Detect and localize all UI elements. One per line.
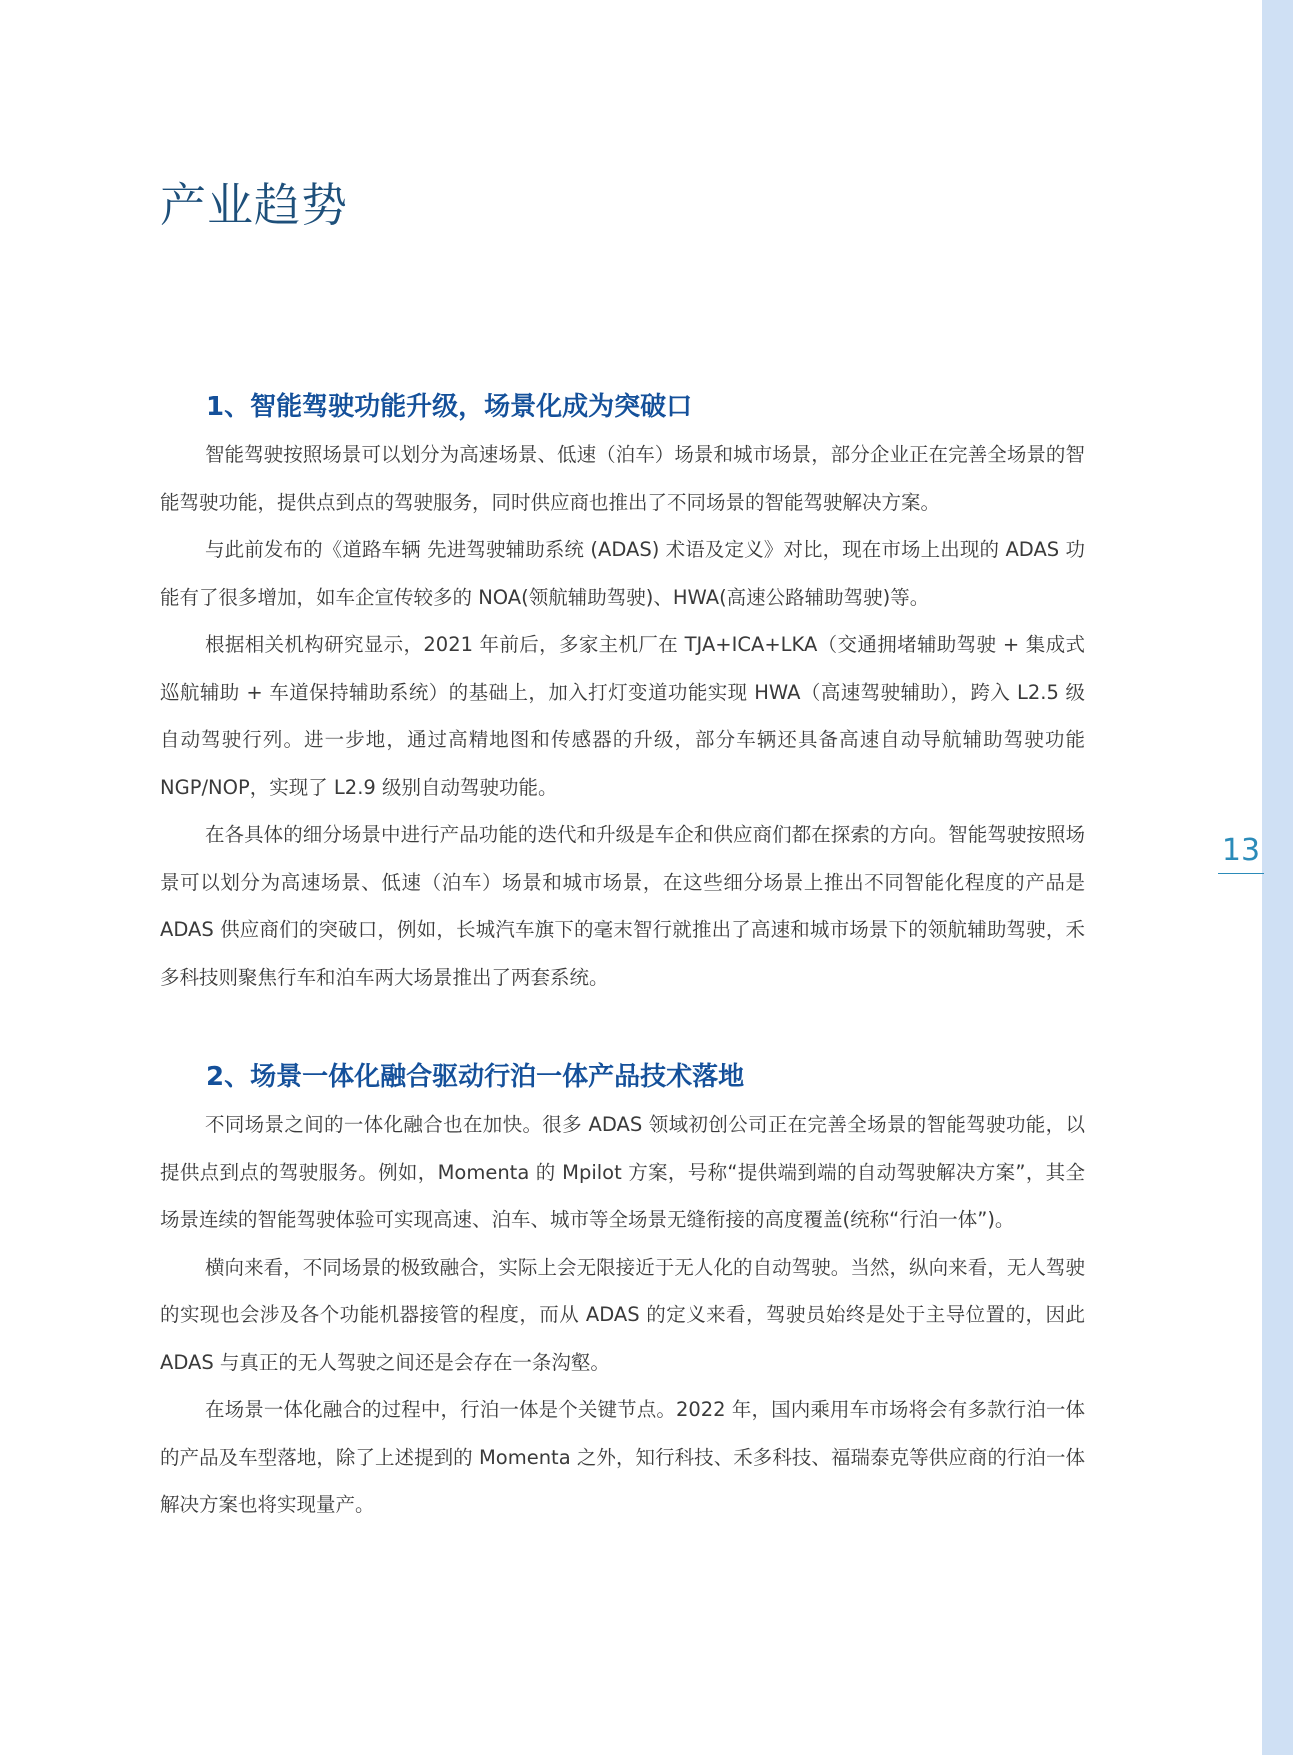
- section-2-paragraph-1: 不同场景之间的一体化融合也在加快。很多 ADAS 领域初创公司正在完善全场景的智能驾驶功能，以提供点到点的驾驶服务。例如，Momenta 的 Mpilot 方案，号称“提供端到端的自动驾驶解决方案”，其全场景连续的智能驾驶体验可实现高速、泊车、城市等全场景无缝衔接的高度覆盖(统称“行泊一体”)。: [160, 1113, 1085, 1232]
- section-1-paragraph-1: 智能驾驶按照场景可以划分为高速场景、低速（泊车）场景和城市场景，部分企业正在完善全场景的智能驾驶功能，提供点到点的驾驶服务，同时供应商也推出了不同场景的智能驾驶解决方案。: [160, 443, 1085, 514]
- section-2-paragraph-3: 在场景一体化融合的过程中，行泊一体是个关键节点。2022 年，国内乘用车市场将会有多款行泊一体的产品及车型落地，除了上述提到的 Momenta 之外，知行科技、禾多科技、福瑞泰克等供应商的行泊一体解决方案也将实现量产。: [160, 1398, 1085, 1517]
- section-2-heading: 2、场景一体化融合驱动行泊一体产品技术落地: [206, 1062, 745, 1092]
- section-1-paragraph-4: 在各具体的细分场景中进行产品功能的迭代和升级是车企和供应商们都在探索的方向。智能驾驶按照场景可以划分为高速场景、低速（泊车）场景和城市场景，在这些细分场景上推出不同智能化程度的产品是 ADAS 供应商们的突破口，例如，长城汽车旗下的毫末智行就推出了高速和城市场景下的领航辅助驾驶，禾多科技则聚焦行车和泊车两大场景推出了两套系统。: [160, 823, 1085, 989]
- page-number-underline: [1218, 873, 1264, 874]
- page-title: 产业趋势: [160, 178, 348, 232]
- section-2-paragraph-2: 横向来看，不同场景的极致融合，实际上会无限接近于无人化的自动驾驶。当然，纵向来看，无人驾驶的实现也会涉及各个功能机器接管的程度，而从 ADAS 的定义来看，驾驶员始终是处于主导位置的，因此 ADAS 与真正的无人驾驶之间还是会存在一条沟壑。: [160, 1255, 1085, 1374]
- page-number: 13: [1221, 833, 1261, 868]
- section-2: [160, 1060, 1085, 1529]
- side-color-band: [1262, 0, 1293, 1755]
- section-1: [160, 390, 1085, 1001]
- section-1-paragraph-3: 根据相关机构研究显示，2021 年前后，多家主机厂在 TJA+ICA+LKA（交通拥堵辅助驾驶 + 集成式巡航辅助 + 车道保持辅助系统）的基础上，加入打灯变道功能实现 HWA（高速驾驶辅助），跨入 L2.5 级自动驾驶行列。进一步地，通过高精地图和传感器的升级，部分车辆还具备高速自动导航辅助驾驶功能 NGP/NOP，实现了 L2.9 级别自动驾驶功能。: [160, 633, 1085, 799]
- section-1-heading: 1、智能驾驶功能升级，场景化成为突破口: [206, 392, 693, 422]
- section-1-paragraph-2: 与此前发布的《道路车辆 先进驾驶辅助系统 (ADAS) 术语及定义》对比，现在市场上出现的 ADAS 功能有了很多增加，如车企宣传较多的 NOA(领航辅助驾驶)、HWA(高速公路辅助驾驶)等。: [160, 538, 1085, 609]
